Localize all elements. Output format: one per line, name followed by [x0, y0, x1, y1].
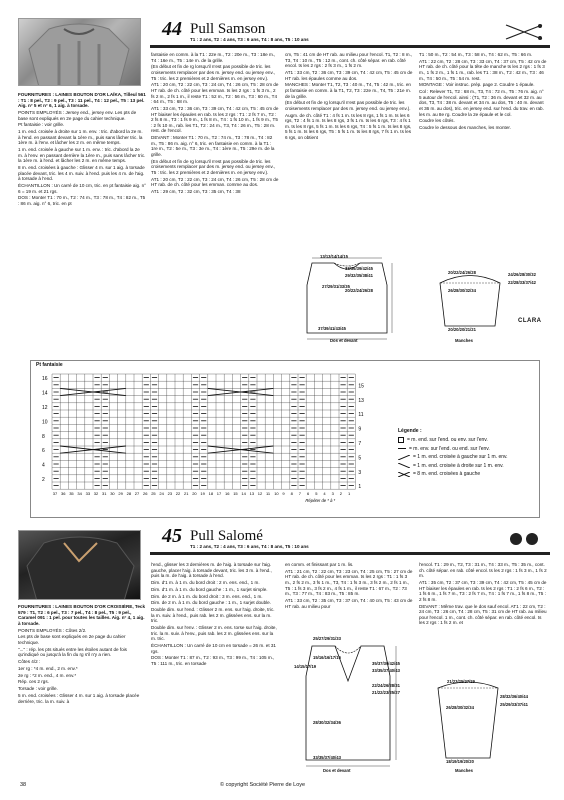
pattern-45-column-3	[285, 562, 413, 626]
text-para: 5 m. end. croisées : Glisser 4 m. sur 1 aig. à torsade placée derrière, tric. la m. suiv. à	[18, 693, 140, 704]
text-para: Côtes 4/2 :	[18, 659, 41, 665]
column-number: 3	[331, 491, 334, 497]
column-number: 9	[282, 491, 285, 497]
yarn-balls-icon	[504, 529, 544, 549]
column-number: 35	[69, 491, 74, 497]
column-number: 21	[184, 491, 189, 497]
column-number: 11	[266, 491, 271, 497]
text-para: Les pts de base sont expliqués en 2e page du cahier technique.	[18, 634, 126, 645]
column-number: 17	[216, 491, 222, 497]
column-number: 33	[85, 491, 91, 497]
text-para: Coudre le dessous des manches, les monter.	[419, 125, 511, 131]
legend-row	[398, 463, 538, 469]
text-para: DOS : Monter T1 : 87 m., T2 : 93 m., T3 : 99 m., T4 : 105 m., T5 : 111 m., tric. en torsade	[151, 655, 275, 666]
schema-45-dos-mid: 28/30/32/34/36	[313, 720, 341, 725]
schema-44-manche-mid: 26/28/30/32/34	[448, 288, 476, 293]
copyright-text: copyright Société Pierre de Loye	[225, 782, 306, 788]
row-number-left: 10	[42, 419, 48, 426]
row-number-right: 1	[358, 484, 362, 491]
legend-title: Légende :	[398, 428, 422, 434]
schema-44-manche-right2: 22/28/33/37/42	[508, 280, 536, 285]
column-number: 12	[257, 491, 263, 497]
column-number: 32	[93, 491, 99, 497]
text-para: AT1 : 33 cm, T2 : 36 cm, T3 : 39 cm, T4 : 42 cm, T5 : 45 cm de HT biaiser les épaules en rab. ts les 2 rgs : T1 : 2 fs 7 m., T2 : 2 fs 8 m., T3 : 1 fs 9 m., 1 fs 8 m., T4 : 1 fs 10 m., 1 fs 9 m., T5 : 2 fs 10 m., rab. les T1, T2 : 24 m., T3, T4 : 26 m., T5 : 28 m. rest. de l'encol.	[151, 105, 279, 134]
knitting-needles-icon	[504, 22, 544, 42]
schema-dos-devant-45	[290, 636, 420, 776]
header-rule	[150, 45, 550, 48]
schema-45-dos-neck: 15/16/16/17/16	[313, 655, 341, 660]
row-number-right: 11	[358, 412, 364, 419]
text-para: (En début et fin de rg lorsqu'il n'est pas possible de tric. les croisements remplacer par des m. jersey end. ou jersey env., T5 : tric. les 2 premières et 2 dernières m. en jersey env.).	[151, 64, 275, 81]
column-number: 5	[315, 491, 318, 497]
pattern-45-column-4	[419, 562, 547, 674]
schema-45-manche-top: 21/23/25/27/29	[447, 679, 475, 684]
column-number: 28	[126, 491, 132, 497]
column-number: 30	[110, 491, 115, 497]
sweater-photo-icon	[19, 19, 141, 86]
pattern-44-column-3	[285, 52, 413, 252]
schema-45-manche-mid: 26/28/30/32/34	[446, 705, 474, 710]
schema-45-dos-right3: 22/24/26/28/31	[372, 683, 400, 688]
text-para: (En début et fin de rg lorsqu'il n'est pas possible de tric. les croisements remplacer par des m. jersey end. ou jersey env., T5 : tric. les 2 premières et 2 dernières m. en jersey env.).	[151, 158, 275, 175]
pattern-44-column-1	[18, 92, 146, 354]
row-number-right: 5	[358, 455, 362, 462]
column-number: 7	[298, 491, 302, 497]
text-para: POINTS EMPLOYÉS : Jersey end., jersey env. Les pts de base sont expliqués en 2e page du cahier technique.	[18, 109, 137, 121]
text-para: T1 : 50 m., T2 : 54 m., T3 : 58 m., T4 : 62 m., T5 : 66 m.	[419, 52, 533, 57]
column-number: 4	[323, 491, 326, 497]
page-number: 38	[20, 782, 27, 788]
legend-text: = 1 m. end. croisée à gauche sur 1 m. env.	[413, 454, 508, 460]
cross-right-icon	[398, 463, 410, 468]
row-number-right: 7	[358, 441, 362, 447]
schema-45-dos-right4: 21/22/23/25/27	[372, 690, 400, 695]
chart-title: Pt fantaisie	[36, 362, 63, 368]
schema-45-manche-right1: 28/32/36/40/44	[500, 694, 528, 699]
row-number-right: 13	[358, 397, 364, 404]
pattern-44-column-4	[419, 52, 547, 252]
legend-text: = 8 m. end. croisées à gauche	[413, 471, 481, 477]
knit-square-icon	[398, 437, 404, 443]
schema-45-dos-left: 14/15/17/19	[294, 664, 317, 669]
text-para: AT1 : 33 cm, T2 : 35 cm, T3 : 37 cm, T4 : 40 cm, T5 : 43 cm de HT rab. au milieu pour	[285, 597, 413, 609]
schema-45-dos-bottom: 33/35/37/40/43	[313, 755, 341, 760]
pattern-45-number: 45	[162, 525, 182, 547]
text-para: MONTAGE : Voir instruc. prép. page 2. Coudre 1 épaule.	[419, 82, 535, 88]
legend-row	[398, 446, 538, 452]
schema-44-dos-mid: 27/29/31/33/35	[322, 284, 350, 289]
text-para: Col : Relever T1, T2 : 68 m., T3, T4 : 72 m., T5 : 76 m. aig. n° 5 autour de l'encol. ainsi : (T1, T2 : 36 m. devant et 32 m. au dos, T3, T4 : 38 m. devant et 34 m. au dos, T5 : 40 m. devant et 36 m. au dos), tric. en jersey end. sur l'end. du trav. en rab. les m. au 8e rg. Coudre la 2e épaule et le col.	[419, 89, 544, 117]
schema-44-manche-right1: 24/26/28/30/32	[508, 272, 536, 277]
text-para: Double dim. sur l'env. : Glisser 2 m. ens. torse sur l'aig. droite, tric. la m. suiv. à l'env., puis rab. les 2 m. glissées ens. sur la m. tric.	[151, 625, 277, 642]
text-para: Dim. d'1 m. à 1 m. du bord droit : 2 m. ens. end., 1 m.	[151, 579, 260, 585]
column-number: 16	[225, 491, 230, 497]
column-number: 22	[175, 491, 181, 497]
text-para: cm, T5 : 41 cm de HT rab. au milieu pour l'encol. T1, T2 : 8 m., T3, T4 : 10 m., T5 : 12 m., cont. ch. côté sépar. en rab. côté encol. ts les 2 rgs : 2 fs 3 m., 1 fs 2 m.	[285, 52, 413, 69]
text-para: AT1 : 20 cm, T2 : 22 cm, T3 : 24 cm, T4 : 26 cm, T5 : 28 cm de HT rab. de ch. côté pour les emman. ts les 2 rgs : 1 fs 3 m., 2 fs 2 m., 2 fs 1 m., il reste T1 : 52 m., T2 : 56 m., T3 : 60 m., T4 : 64 m., T5 : 68 m.	[151, 82, 279, 105]
column-number: 2	[339, 491, 343, 497]
schema-44-manche-bottom: 20/20/20/21/21	[448, 327, 476, 332]
text-para: AT1 : 29 cm, T2 : 32 cm, T3 : 35 cm, T4 : 38	[151, 188, 241, 194]
photo-pull-samson	[18, 18, 141, 86]
column-number: 1	[348, 491, 351, 497]
column-number: 24	[159, 491, 164, 497]
schema-44-dos-caption: Dos et devant	[330, 338, 358, 343]
row-number-left: 2	[42, 477, 45, 483]
column-number: 34	[77, 491, 82, 497]
column-number: 10	[274, 491, 279, 497]
text-para: 1er rg : *4 m. end., 2 m. env.*	[18, 665, 78, 671]
text-para: l'encol. T1 : 29 m., T2, T3 : 31 m., T4 : 33 m., T5 : 35 m., cont. ch. côté sépar. en rab. côté encol. ts les 2 rgs : 1 fs 3 m., 1 fs 2 m.	[419, 562, 547, 579]
text-para: fantaisie en comm. à la T1 : 22e m., T2 : 20e m., T3 : 18e m., T4 : 16e m., T5 : 14e m. de la grille.	[151, 52, 276, 63]
cable-8-icon	[398, 472, 410, 477]
column-number: 37	[52, 491, 58, 497]
row-number-left: 14	[42, 390, 48, 397]
row-number-left: 8	[42, 433, 45, 440]
text-para: Pt fantaisie : voir grille.	[18, 122, 65, 128]
schema-45-manche-right2: 25/29/33/37/41	[500, 702, 528, 707]
pattern-44-sizes: T1 : 2 ans, T2 : 4 ans, T3 : 6 ans, T4 : 8 ans, T5 : 10 ans	[190, 37, 309, 42]
text-para: AT1 : 22 cm, T2 : 28 cm, T3 : 33 cm, T4 : 37 cm, T5 : 42 cm de HT rab. de ch. côté pour la tête de manche ts les 2 rgs : 1 fs 3 m., 1 fs 2 m., 1 fs 1 m., rab. les T1 : 38 m., T2 : 42 m., T3 : 46 m., T4 : 50 m., T5 : 54 m. rest.	[419, 58, 547, 81]
column-number: 18	[208, 491, 214, 497]
schema-45-manche-caption: Manches	[455, 768, 473, 773]
column-number: 20	[192, 491, 197, 497]
text-para: Dim. d'1 m. à 1 m. du bord gauche : 1 m., 1 surjet simple.	[151, 586, 268, 592]
pattern-45-column-2	[151, 562, 279, 776]
text-para: ÉCHANTILLON : Un carré de 10 cm, tric. en pt fantaisie aig. n° 6 = 19 m. et 21 rgs.	[18, 183, 146, 194]
row-number-right: 9	[358, 426, 362, 433]
column-number: 13	[249, 491, 255, 497]
legend-row	[398, 471, 538, 477]
text-para: 8 m. end. croisées à gauche : Glisser 4 m. sur 1 aig. à torsade placée devant, tric. les 4 m. suiv. à l'end. puis les 4 m. de l'aig. à torsade à l'end.	[18, 165, 145, 182]
column-number: 8	[290, 491, 293, 497]
text-para: AT1 : 21 cm, T2 : 22 cm, T3 : 23 cm, T4 : 25 cm, T5 : 27 cm de HT rab. de ch. côté pour les emman. ts les 2 rgs : T1 : 1 fs 3 m., 2 fs 2 m., 3 fs 1 m., T3, T4 : 1 fs 3 m., 3 fs 2 m., 2 fs 1 m., T5 : 1 fs 3 m., 3 fs 2 m., 4 fs 1 m., il reste T1 : 67 m., T2 : 73 m., T3 : 77 m., T4 : 83 m., T5 : 85 m.	[285, 568, 413, 597]
column-number: 14	[241, 491, 246, 497]
text-para: Coudre les côtés.	[419, 118, 455, 124]
text-para: AT1 : 33 cm, T2 : 36 cm, T3 : 39 cm, T4 : 42 cm, T5 : 45 cm de HT rab. les épaules comme au dos.	[285, 69, 413, 81]
schema-44-dos-right2: 29/32/35/38/41	[345, 273, 373, 278]
text-para: Dim. de 2 m. à 1 m. du bord droit : 3 m. ens. end., 1 m.	[151, 593, 263, 599]
schema-manche-45	[428, 676, 518, 768]
text-para: Augm. de ch. côté T1 : 4 fs 1 m. ts les 8 rgs, 1 fs 1 m. ts les 6 rgs, T2 : 4 fs 1 m. ts les 8 rgs, 3 fs 1 m. ts les 6 rgs, T3 : 4 fs 1 m. ts les 8 rgs, 5 fs 1 m. ts les 6 rgs, T4 : 5 fs 1 m. ts les 8 rgs, 5 fs 1 m. ts les 6 rgs, T5 : 5 fs 1 m. ts les 8 rgs, 7 fs 1 m. ts les 6 rgs, on obtient	[285, 112, 412, 141]
legend-text: = m. end. sur l'end. ou env. sur l'env.	[407, 437, 488, 443]
schema-45-manche-bottom: 18/19/19/20/20	[446, 759, 474, 764]
row-number-left: 12	[42, 405, 48, 411]
repeat-label: Répéter de * à *	[305, 498, 336, 504]
schema-44-manche-caption: Manches	[455, 338, 473, 343]
row-number-right: 3	[358, 469, 362, 476]
row-number-left: 4	[42, 462, 45, 469]
photo-pull-salome	[18, 530, 141, 600]
text-para: l'end., glisser les 3 dernières m. de l'aig. à torsade sur l'aig. gauche, placer l'aig. à torsade devant, tric. les 3 m. à l'end., puis la m. de l'aig. à torsade à l'end.	[151, 562, 272, 579]
pattern-44-header	[150, 18, 550, 48]
column-number: 23	[167, 491, 173, 497]
text-para: Dim. de 2 m. à 1 m. du bord gauche : 1 m., 1 surjet double.	[151, 600, 272, 606]
column-number: 25	[151, 491, 156, 497]
text-para: MANCHES : Monter T1, T2, T3 : 40 m., T4, T5 : 42 m., tric. en pt fantaisie en comm. à la T1, T2, T3 : 22e m., T4, T5 : 21e m. de la grille.	[285, 82, 411, 99]
column-number: 29	[118, 491, 123, 497]
column-number: 31	[102, 491, 107, 497]
schema-44-dos-right1: 33/36/39/42/45	[345, 266, 373, 271]
text-para: Double dim. sur l'end. : Glisser 2 m. ens. sur l'aig. droite, tric. la m. suiv. à l'end., puis rab. les 2 m. glissées ens. sur la m. tric.	[151, 607, 275, 624]
text-para: ÉCHANTILLON : Un carré de 10 cm en torsade = 26 m. et 31 rgs.	[151, 643, 276, 654]
cross-left-icon	[398, 455, 410, 460]
text-para: DEVANT : Même trav. que le dos sauf encol. AT1 : 22 cm, T2 : 24 cm, T3 : 26 cm, T4 : 28 cm, T5 : 31 cm de HT rab. au milieu pour l'encol. 1 m., cont. ch. côté sépar. en rab. côté encol. ts les 2 rgs : 1 fs 2 m. et	[419, 603, 547, 626]
text-para: en comm. et finissant par 1 m. lis.	[285, 562, 354, 567]
column-number: 15	[233, 491, 238, 497]
pattern-45-header	[150, 525, 550, 555]
copyright-notice: © copyright Société Pierre de Loye	[220, 782, 306, 788]
column-number: 27	[134, 491, 140, 497]
schema-44-dos-top: 13/13/14/14/15	[320, 254, 348, 259]
text-para: DEVANT : Monter T1 : 70 m., T2 : 74 m., T3 : 78 m., T4 : 82 m., T5 : 86 m. aig. n° 6, tric. en fantaisie en comm. à la T1 : 1re m., T2 : 5e m., T3 : 3e m., T4 : 1ère m., T5 : 29e m. de la grille.	[151, 135, 275, 157]
text-para: Rép. ces 2 rgs.	[18, 679, 49, 685]
row-number-left: 16	[42, 376, 48, 383]
text-para: 1 m. end. croisée à gauche sur 1 m. env. : tric. d'abord la 2e m. à l'env. en passant derrière la 1ère m., puis sans lâcher tric. la 1ère m. à l'end. et lâcher les 2 m. en même temps.	[18, 147, 146, 164]
text-para: FOURNITURES : LAINES BOUTON D'OR LAÏKA, Tilleul 561 : T1 : 8 pel., T2 : 9 pel., T3 : 11 pel., T4 : 12 pel., T5 : 13 pel. Aig. n° 5 et n° 6, 1 aig. à torsade.	[18, 92, 146, 109]
schema-45-dos-right1: 35/37/39/42/45	[372, 661, 400, 666]
text-para: DOS : Monter T1 : 70 m., T2 : 74 m., T3 : 78 m., T4 : 82 m., T5 : 86 m. aig. n° 6, tric. en pt	[18, 195, 146, 206]
column-number: 36	[61, 491, 66, 497]
text-para: POINTS EMPLOYÉS : Côtes 2/2.	[18, 627, 87, 633]
column-number: 26	[143, 491, 148, 497]
pattern-45-title: Pull Salomé	[190, 528, 263, 544]
text-para: 1 m. end. croisée à droite sur 1 m. env. : tric. d'abord la 2e m. à l'end. en passant devant la 1ère m., puis sans lâcher tric. la 1ère m. à l'env. et lâcher les 2 m. en même temps.	[18, 129, 143, 146]
row-number-left: 6	[42, 448, 45, 455]
text-para: "..." : rép. les pts situés entre les étoiles autant de fois qu'indiqué ou jusqu'à la fin du rg s'il n'y a rien.	[18, 646, 127, 658]
stitch-chart	[40, 372, 380, 517]
pattern-44-number: 44	[162, 18, 182, 40]
schema-45-dos-top: 25/27/29/31/33	[313, 636, 341, 641]
designer-signature: CLARA	[518, 318, 542, 324]
legend-row	[398, 437, 538, 443]
legend-text: = 1 m. end. croisée à droite sur 1 m. env.	[413, 462, 504, 469]
pattern-44-title: Pull Samson	[190, 21, 266, 37]
schema-45-dos-caption: Dos et devant	[323, 768, 351, 773]
text-para: Torsade : voir grille.	[18, 686, 58, 692]
purl-dash-icon	[398, 448, 406, 449]
chart-legend	[398, 428, 538, 480]
legend-row	[398, 454, 538, 460]
text-para: AT1 : 20 cm, T2 : 22 cm, T3 : 24 cm, T4 : 26 cm, T5 : 28 cm de HT rab. de ch. côté pour les emman. comme au dos.	[151, 176, 279, 188]
legend-text: = m. env. sur l'end. ou end. sur l'env.	[409, 445, 490, 452]
pattern-45-sizes: T1 : 2 ans, T2 : 4 ans, T3 : 6 ans, T4 : 8 ans, T5 : 10 ans	[190, 544, 309, 549]
column-number: 6	[307, 491, 310, 497]
schema-45-dos-right2: 33/35/37/40/43	[372, 668, 400, 673]
row-number-right: 15	[358, 383, 364, 390]
text-para: FOURNITURES : LAINES BOUTON D'OR CROISIÈRE, Teck 579 : T1, T2 : 6 pel., T3 : 7 pel., T4 : 8 pel., T5 : 9 pel., Caramel 091 : 1 pel. pour toutes les tailles. Aig. n° 4, 1 aig. à torsade.	[18, 604, 146, 626]
schema-44-dos-bottom: 37/39/41/43/45	[318, 326, 346, 331]
text-para: AT1 : 35 cm, T2 : 37 cm, T3 : 39 cm, T4 : 42 cm, T5 : 45 cm de HT biaiser les épaules en rab. ts les 2 rgs : T1 : 2 fs 6 m., T2 : 1 fs 6 m., 1 fs 7 m., T3 : 2 fs 7 m., T4 : 1 fs 7 m., 1 fs 8 m., T5 : 2 fs 8 m.	[419, 579, 547, 602]
pattern-45-column-1	[18, 604, 146, 776]
sweater-photo-icon	[19, 531, 141, 600]
schema-44-dos-right3: 20/22/24/26/28	[345, 288, 373, 293]
text-para: (En début et fin de rg lorsqu'il n'est pas possible de tric. les croisements remplacer par des m. jersey end. ou jersey env.).	[285, 100, 411, 111]
column-number: 19	[200, 491, 205, 497]
text-para: 2e rg : *2 m. end., 4 m. env.*	[18, 672, 77, 678]
pattern-44-column-2	[151, 52, 279, 354]
schema-44-manche-top: 20/22/24/26/28	[448, 270, 476, 275]
header-rule	[150, 552, 550, 555]
